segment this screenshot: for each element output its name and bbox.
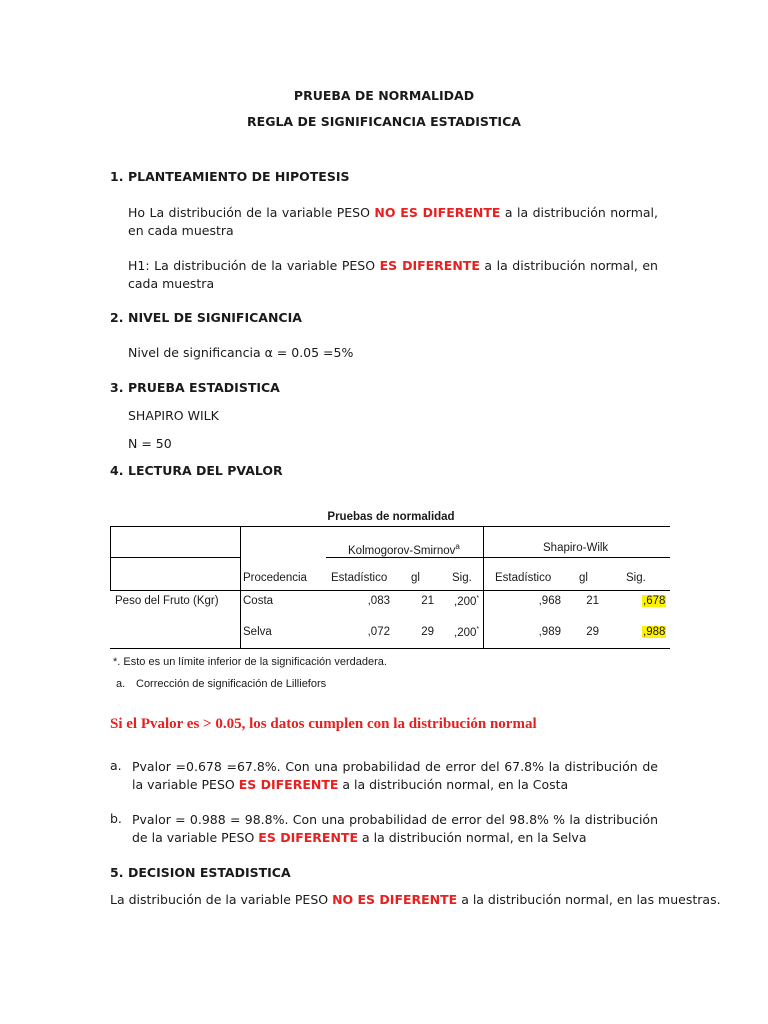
table-footnote-1: *. Esto es un límite inferior de la significación verdadera.: [113, 656, 387, 668]
table-title: Pruebas de normalidad: [327, 511, 455, 523]
h1-text-red: ES DIFERENTE: [379, 258, 480, 273]
col-ks-gl: gl: [411, 572, 420, 584]
sample-size: N = 50: [128, 436, 172, 451]
table-group-divider: [483, 526, 484, 649]
item-a-mark: a.: [110, 758, 122, 773]
group-ks-header: Kolmogorov-Smirnov$^a$: [348, 542, 460, 557]
group-sw-header: Shapiro-Wilk: [543, 542, 609, 554]
col-procedencia: Procedencia: [243, 572, 307, 584]
h1-text-a: H1: La distribución de la variable PESO: [128, 258, 380, 273]
table-top-rule: [110, 526, 670, 527]
h1-text-b: a la distribución normal, en cada muestra: [128, 258, 658, 291]
hypothesis-h1: [128, 257, 658, 293]
row-costa-procedencia: Costa: [243, 595, 274, 607]
row-selva-sw-gl: 29: [586, 626, 599, 638]
section-1-number: 1.: [110, 169, 124, 184]
item-a-text: Pvalor =0.678 =67.8%. Con una probabilidad de error del 67.8% la distribución de la variable PESO ES DIFERENTE a la distribución normal, en la Costa: [132, 759, 658, 792]
ho-text-a: Ho La distribución de la variable PESO: [128, 205, 375, 220]
row-selva-sw-est: ,989: [538, 626, 561, 638]
section-2-number: 2.: [110, 310, 124, 325]
table-bottom-rule: [110, 648, 670, 649]
row-costa-sw-est: ,968: [538, 595, 561, 607]
row-costa-ks-gl: 21: [421, 595, 434, 607]
section-1-heading: PLANTEAMIENTO DE HIPOTESIS: [128, 169, 350, 184]
document-title: PRUEBA DE NORMALIDAD: [293, 88, 475, 103]
row-selva-ks-est: ,072: [367, 626, 390, 638]
section-5-heading: DECISION ESTADISTICA: [128, 865, 291, 880]
item-b-mark: b.: [110, 811, 122, 826]
row-costa-sw-gl: 21: [586, 595, 599, 607]
ho-text-b: a la distribución normal, en cada muestra: [128, 205, 658, 238]
row-costa-ks-est: ,083: [367, 595, 390, 607]
table-stub-rule: [110, 557, 240, 558]
row-costa-sw-sig: ,678: [643, 595, 666, 607]
col-sw-sig: Sig.: [626, 572, 646, 584]
row-costa-ks-sig: ,200*: [454, 595, 480, 608]
col-ks-sig: Sig.: [452, 572, 472, 584]
section-3-heading: PRUEBA ESTADISTICA: [128, 380, 280, 395]
table-header-rule: [110, 590, 670, 591]
section-4-heading: LECTURA DEL PVALOR: [128, 463, 283, 478]
table-group-rule: [326, 557, 670, 558]
section-2-heading: NIVEL DE SIGNIFICANCIA: [128, 310, 302, 325]
decision-rule: Si el Pvalor es > 0.05, los datos cumplen con la distribución normal: [110, 716, 537, 732]
col-ks-estadistico: Estadístico: [331, 572, 388, 584]
table-left-rule: [110, 526, 111, 590]
item-b-text: Pvalor = 0.988 = 98.8%. Con una probabilidad de error del 98.8% % la distribución de la variable PESO ES DIFERENTE a la distribución normal, en la Selva: [132, 812, 658, 845]
item-a-red: ES DIFERENTE: [238, 777, 339, 792]
row-selva-ks-sig: ,200*: [454, 626, 480, 639]
section-4-number: 4.: [110, 463, 124, 478]
col-sw-gl: gl: [579, 572, 588, 584]
row-label: Peso del Fruto (Kgr): [115, 595, 219, 607]
col-sw-estadistico: Estadístico: [495, 572, 552, 584]
table-stub-divider: [240, 526, 241, 649]
test-name: SHAPIRO WILK: [128, 408, 219, 423]
document-subtitle: REGLA DE SIGNIFICANCIA ESTADISTICA: [247, 114, 521, 129]
row-selva-procedencia: Selva: [243, 626, 272, 638]
item-b-red: ES DIFERENTE: [258, 830, 358, 845]
section-5-number: 5.: [110, 865, 124, 880]
significance-level: Nivel de significancia α = 0.05 =5%: [128, 345, 354, 360]
hypothesis-ho: [128, 204, 658, 240]
final-decision: La distribución de la variable PESO NO ES DIFERENTE a la distribución normal, en las muestras.: [110, 892, 721, 907]
table-footnote-2-mark: a.: [116, 678, 126, 690]
row-selva-ks-gl: 29: [421, 626, 434, 638]
ho-text-red: NO ES DIFERENTE: [374, 205, 501, 220]
table-footnote-2: Corrección de significación de Lilliefors: [136, 678, 327, 690]
row-selva-sw-sig: ,988: [643, 626, 666, 638]
final-decision-red: NO ES DIFERENTE: [332, 892, 458, 907]
section-3-number: 3.: [110, 380, 124, 395]
